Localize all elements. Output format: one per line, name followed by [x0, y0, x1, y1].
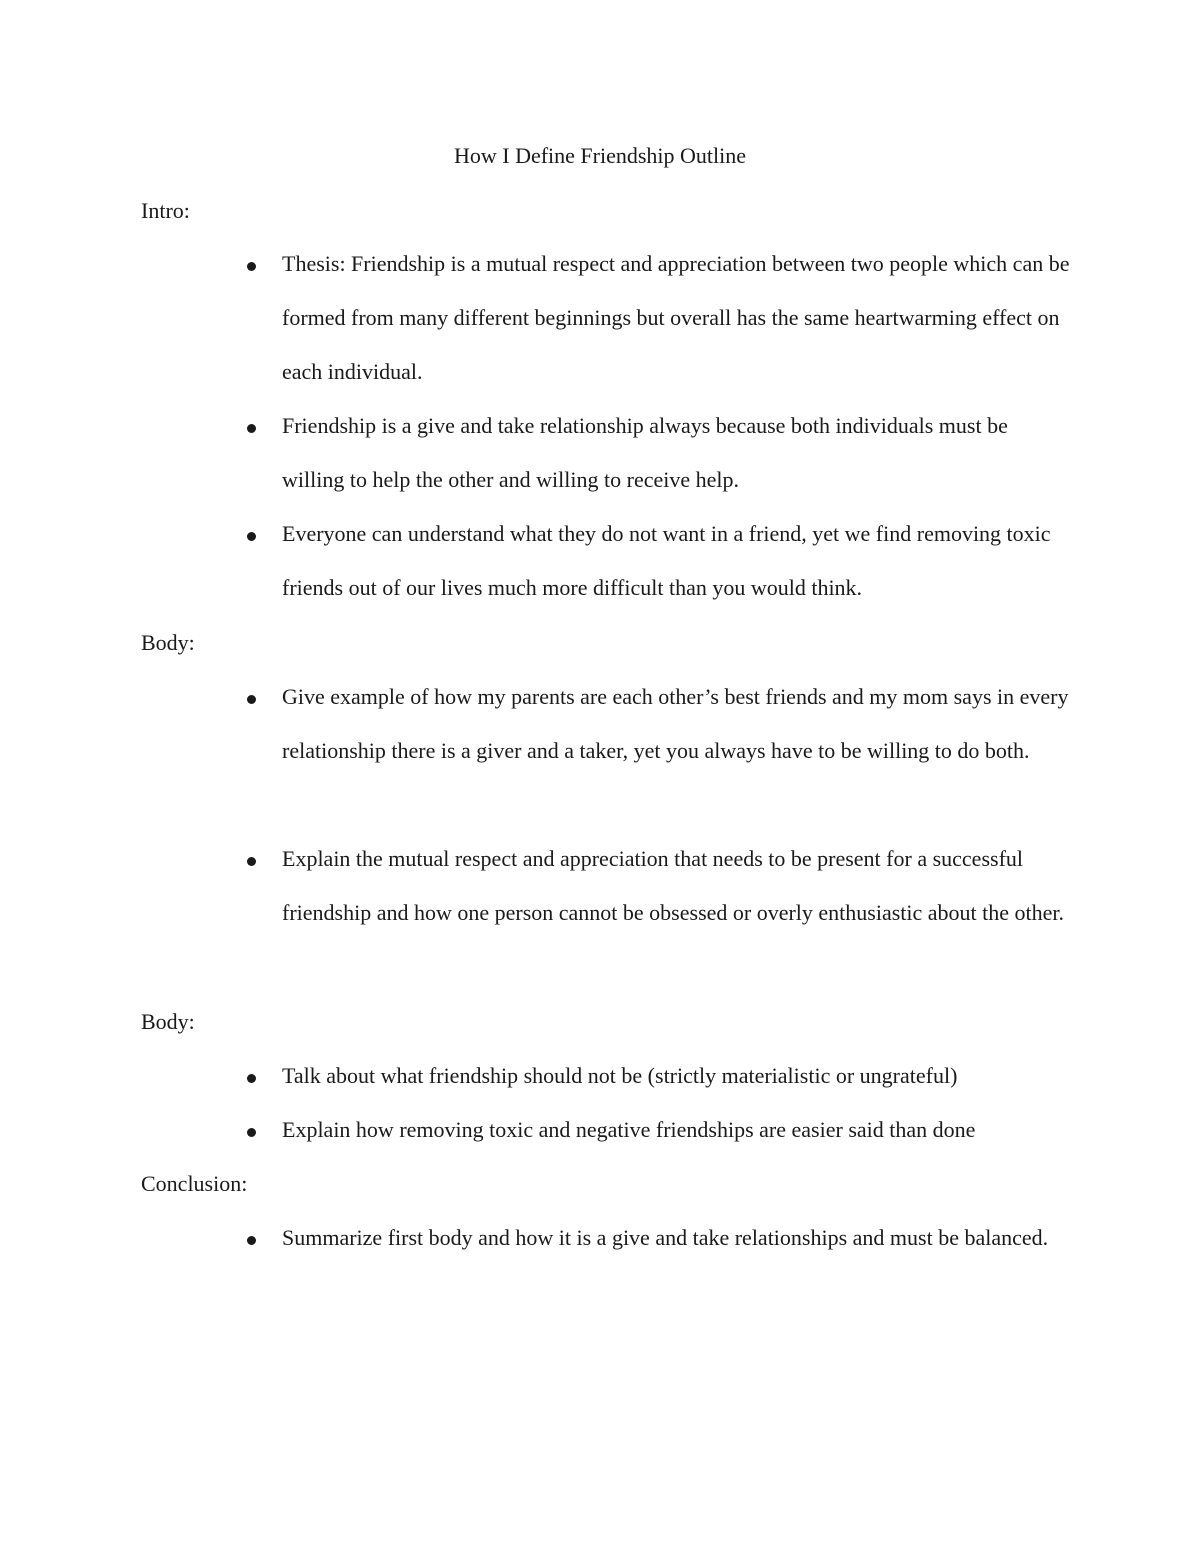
section-label-intro: Intro: — [141, 198, 190, 223]
bullet-icon — [247, 857, 256, 866]
bullet-icon — [247, 695, 256, 704]
list-item-text: Friendship is a give and take relationship always because both individuals must be willing to help the other and willing to receive help. — [282, 413, 1008, 492]
list-item-text: Give example of how my parents are each other’s best friends and my mom says in every relationship there is a giver and a taker, yet you always have to be willing to do both. — [282, 684, 1069, 763]
bullet-icon — [247, 424, 256, 433]
bullet-icon — [247, 1074, 256, 1083]
section-label-body: Body: — [141, 630, 195, 655]
bullet-icon — [247, 1236, 256, 1245]
list-item-text: Talk about what friendship should not be (strictly materialistic or ungrateful) — [282, 1063, 958, 1088]
list-item-text: Explain how removing toxic and negative friendships are easier said than done — [282, 1117, 976, 1142]
list-item-text: Summarize first body and how it is a give and take relationships and must be balanced. — [282, 1225, 1049, 1250]
bullet-icon — [247, 532, 256, 541]
section-label-body: Body: — [141, 1009, 195, 1034]
list-item-text: Explain the mutual respect and appreciation that needs to be present for a successful friendship and how one person cannot be obsessed or overly enthusiastic about the other. — [282, 846, 1065, 925]
list-item-text: Thesis: Friendship is a mutual respect and appreciation between two people which can be formed from many different beginnings but overall has the same heartwarming effect on each individual. — [282, 251, 1070, 384]
bullet-icon — [247, 1128, 256, 1137]
bullet-icon — [247, 262, 256, 271]
document-title: How I Define Friendship Outline — [453, 143, 747, 168]
section-label-conclusion: Conclusion: — [141, 1171, 248, 1196]
list-item-text: Everyone can understand what they do not want in a friend, yet we find removing toxic friends out of our lives much more difficult than you would think. — [282, 521, 1051, 600]
